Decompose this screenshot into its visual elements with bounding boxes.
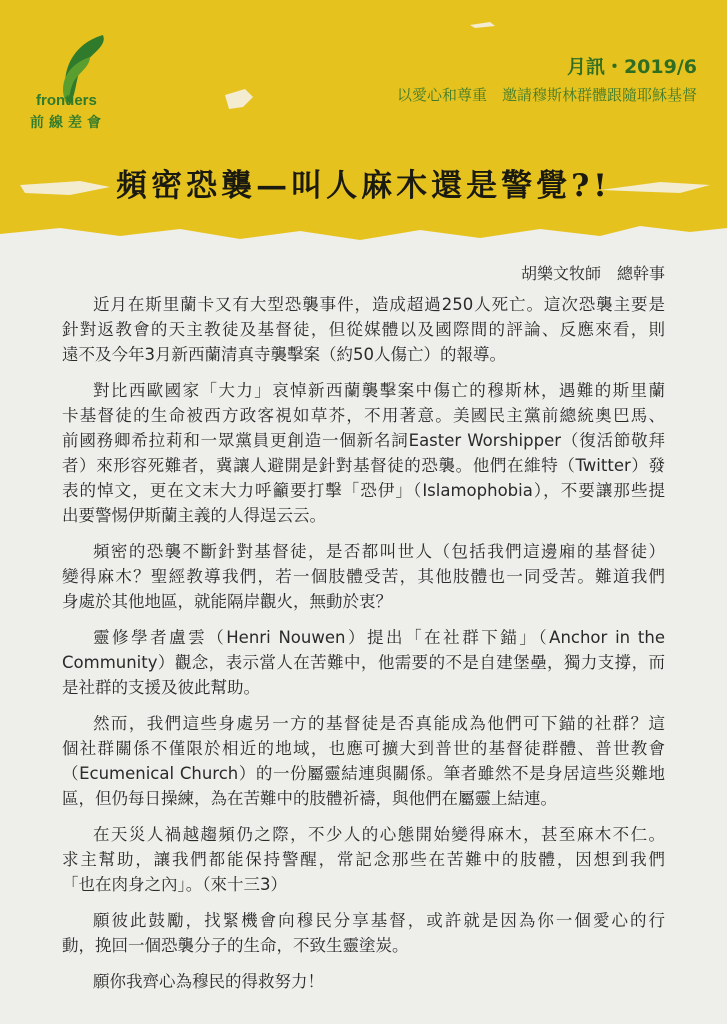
paragraph-line: 近月在斯里蘭卡又有大型恐襲事件，造成超過250人死亡。這次恐襲主要是	[93, 295, 665, 314]
paragraph-line: 者）來形容死難者，冀讓人避開是針對基督徒的恐襲。他們在維特（Twitter）發	[62, 456, 665, 475]
paragraph-line: 變得麻木？聖經教導我們，若一個肢體受苦，其他肢體也一同受苦。難道我們	[62, 567, 665, 586]
paragraph-line: 然而，我們這些身處另一方的基督徒是否真能成為他們可下錨的社群？這	[93, 714, 665, 733]
paragraph-line: 身處於其他地區，就能隔岸觀火，無動於衷？	[62, 592, 392, 611]
paragraph-line: 願彼此鼓勵，找緊機會向穆民分享基督，或許就是因為你一個愛心的行	[93, 911, 665, 930]
paragraph-line: 願你我齊心為穆民的得救努力！	[93, 972, 324, 991]
paragraph	[62, 969, 665, 994]
author-byline: 胡樂文牧師 總幹事	[520, 264, 665, 283]
paragraph-line: 區，但仍每日操練，為在苦難中的肢體祈禱，與他們在屬靈上結連。	[62, 789, 557, 808]
article-title: 頻密恐襲—叫人麻木還是警覺?!	[116, 168, 611, 204]
paragraph-line: 靈修學者盧雲（Henri Nouwen）提出「在社群下錨」（Anchor in the	[93, 628, 665, 647]
paragraph-line: 對比西歐國家「大力」哀悼新西蘭襲擊案中傷亡的穆斯林，遇難的斯里蘭	[93, 381, 665, 400]
brand-name-zh: 前線差會	[30, 115, 106, 131]
paragraph-line: 卡基督徒的生命被西方政客視如草芥，不用著意。美國民主黨前總統奧巴馬、	[62, 406, 665, 425]
paragraph	[62, 539, 665, 614]
article-body	[62, 292, 665, 1005]
paragraph	[62, 292, 665, 367]
tagline: 以愛心和尊重 邀請穆斯林群體跟隨耶穌基督	[396, 86, 697, 104]
paragraph-line: 表的悼文，更在文末大力呼籲要打擊「恐伊」（Islamophobia），不要讓那些提	[62, 481, 665, 500]
paragraph-line: 前國務卿希拉莉和一眾黨員更創造一個新名詞Easter Worshipper（復活節敬拜	[62, 431, 665, 450]
paragraph-line: （Ecumenical Church）的一份屬靈結連與關係。筆者雖然不是身居這些災難地	[62, 764, 665, 783]
paragraph	[62, 625, 665, 700]
brand-name-en: frontiers	[36, 92, 97, 109]
paragraph	[62, 711, 665, 811]
paragraph	[62, 822, 665, 897]
paragraph-line: 個社群關係不僅限於相近的地域，也應可擴大到普世的基督徒群體、普世教會	[62, 739, 665, 758]
paragraph-line: 「也在肉身之內」。（來十三3）	[62, 875, 287, 894]
paragraph	[62, 908, 665, 958]
paragraph-line: 是社群的支援及彼此幫助。	[62, 678, 260, 697]
paragraph-line: 頻密的恐襲不斷針對基督徒，是否都叫世人（包括我們這邊廂的基督徒）	[93, 542, 665, 561]
paragraph	[62, 378, 665, 528]
paragraph-line: 求主幫助，讓我們都能保持警醒，常記念那些在苦難中的肢體，因想到我們	[62, 850, 665, 869]
paragraph-line: 出要警惕伊斯蘭主義的人得逞云云。	[62, 506, 326, 525]
paragraph-line: 動，挽回一個恐襲分子的生命，不致生靈塗炭。	[62, 936, 409, 955]
paragraph-line: 針對返教會的天主教徒及基督徒，但從媒體以及國際間的評論、反應來看，則	[62, 320, 665, 339]
paragraph-line: 遠不及今年3月新西蘭清真寺襲擊案（約50人傷亡）的報導。	[62, 345, 506, 364]
issue-date: 月訊・2019/6	[566, 56, 697, 78]
paragraph-line: Community）觀念，表示當人在苦難中，他需要的不是自建堡壘，獨力支撐，而	[62, 653, 665, 672]
paragraph-line: 在天災人禍越趨頻仍之際，不少人的心態開始變得麻木，甚至麻木不仁。	[93, 825, 665, 844]
